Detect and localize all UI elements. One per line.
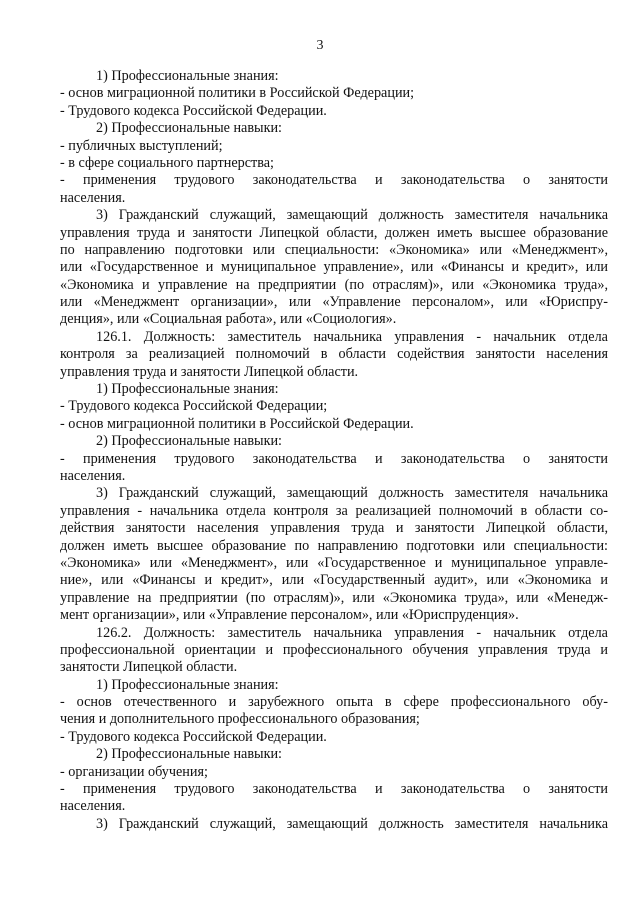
text-line: мент организации», или «Управление персоналом», или «Юриспруденция». bbox=[60, 607, 519, 624]
text-line: или «Менеджмент организации», или «Управление персоналом», или «Юриспру- bbox=[60, 294, 608, 311]
text-line: населения. bbox=[60, 467, 126, 484]
text-line: - Трудового кодекса Российской Федерации. bbox=[60, 102, 327, 119]
text-line: должен иметь высшее образование по направлению подготовки или специальности: bbox=[60, 537, 608, 554]
text-line: 2) Профессиональные навыки: bbox=[96, 746, 283, 763]
text-line: - Трудового кодекса Российской Федерации; bbox=[60, 398, 328, 415]
document-body bbox=[60, 68, 608, 833]
text-line: 2) Профессиональные навыки: bbox=[96, 120, 283, 137]
text-line: 1) Профессиональные знания: bbox=[96, 381, 279, 398]
text-line: - в сфере социального партнерства; bbox=[60, 154, 274, 171]
text-line: или «Государственное и муниципальное управление», или «Финансы и кредит», или bbox=[60, 259, 608, 276]
text-line: управления - начальника отдела контроля за реализацией полномочий в области со- bbox=[60, 502, 608, 519]
text-line: действия занятости населения управления труда и занятости Липецкой области, bbox=[60, 520, 608, 537]
text-line: управление на предприятии (по отраслям)», или «Экономика труда», или «Менедж- bbox=[60, 589, 608, 606]
text-line: занятости Липецкой области. bbox=[60, 659, 238, 676]
text-line: чения и дополнительного профессионального образования; bbox=[60, 711, 420, 728]
text-line: - применения трудового законодательства и законодательства о занятости bbox=[60, 172, 608, 189]
text-line: 2) Профессиональные навыки: bbox=[96, 433, 283, 450]
text-line: денция», или «Социальная работа», или «Социология». bbox=[60, 311, 397, 328]
text-line: - публичных выступлений; bbox=[60, 137, 223, 154]
text-line: населения. bbox=[60, 798, 126, 815]
text-line: - Трудового кодекса Российской Федерации. bbox=[60, 728, 327, 745]
text-line: 1) Профессиональные знания: bbox=[96, 68, 279, 84]
text-line: 3) Гражданский служащий, замещающий должность заместителя начальника bbox=[96, 207, 608, 224]
text-line: - основ миграционной политики в Российской Федерации. bbox=[60, 415, 414, 432]
text-line: - применения трудового законодательства и законодательства о занятости bbox=[60, 781, 608, 798]
text-line: профессиональной ориентации и профессионального обучения управления труда и bbox=[60, 641, 608, 658]
text-line: «Экономика и управление на предприятии (по отраслям)», или «Экономика труда», bbox=[60, 276, 608, 293]
text-line: 126.1. Должность: заместитель начальника управления - начальник отдела bbox=[96, 328, 608, 345]
text-line: - организации обучения; bbox=[60, 763, 208, 780]
text-line: - основ отечественного и зарубежного опыта в сфере профессионального обу- bbox=[60, 694, 608, 711]
text-line: - основ миграционной политики в Российской Федерации; bbox=[60, 85, 415, 102]
text-line: населения. bbox=[60, 189, 126, 206]
text-line: 3) Гражданский служащий, замещающий должность заместителя начальника bbox=[96, 485, 608, 502]
text-line: «Экономика» или «Менеджмент», или «Государственное и муниципальное управле- bbox=[60, 554, 608, 571]
text-line: 1) Профессиональные знания: bbox=[96, 676, 279, 693]
text-line: - применения трудового законодательства и законодательства о занятости bbox=[60, 450, 608, 467]
text-line: управления труда и занятости Липецкой области, должен иметь высшее образование bbox=[60, 224, 608, 241]
text-line: 126.2. Должность: заместитель начальника управления - начальник отдела bbox=[96, 624, 608, 641]
text-line: по направлению подготовки или специальности: «Экономика» или «Менеджмент», bbox=[60, 241, 608, 258]
text-line: 3) Гражданский служащий, замещающий должность заместителя начальника bbox=[96, 815, 608, 832]
text-line: ние», или «Финансы и кредит», или «Государственный аудит», или «Экономика и bbox=[60, 572, 608, 589]
text-line: управления труда и занятости Липецкой области. bbox=[60, 363, 359, 380]
text-line: контроля за реализацией полномочий в области содействия занятости населения bbox=[60, 346, 608, 363]
page-number: 3 bbox=[316, 38, 324, 53]
